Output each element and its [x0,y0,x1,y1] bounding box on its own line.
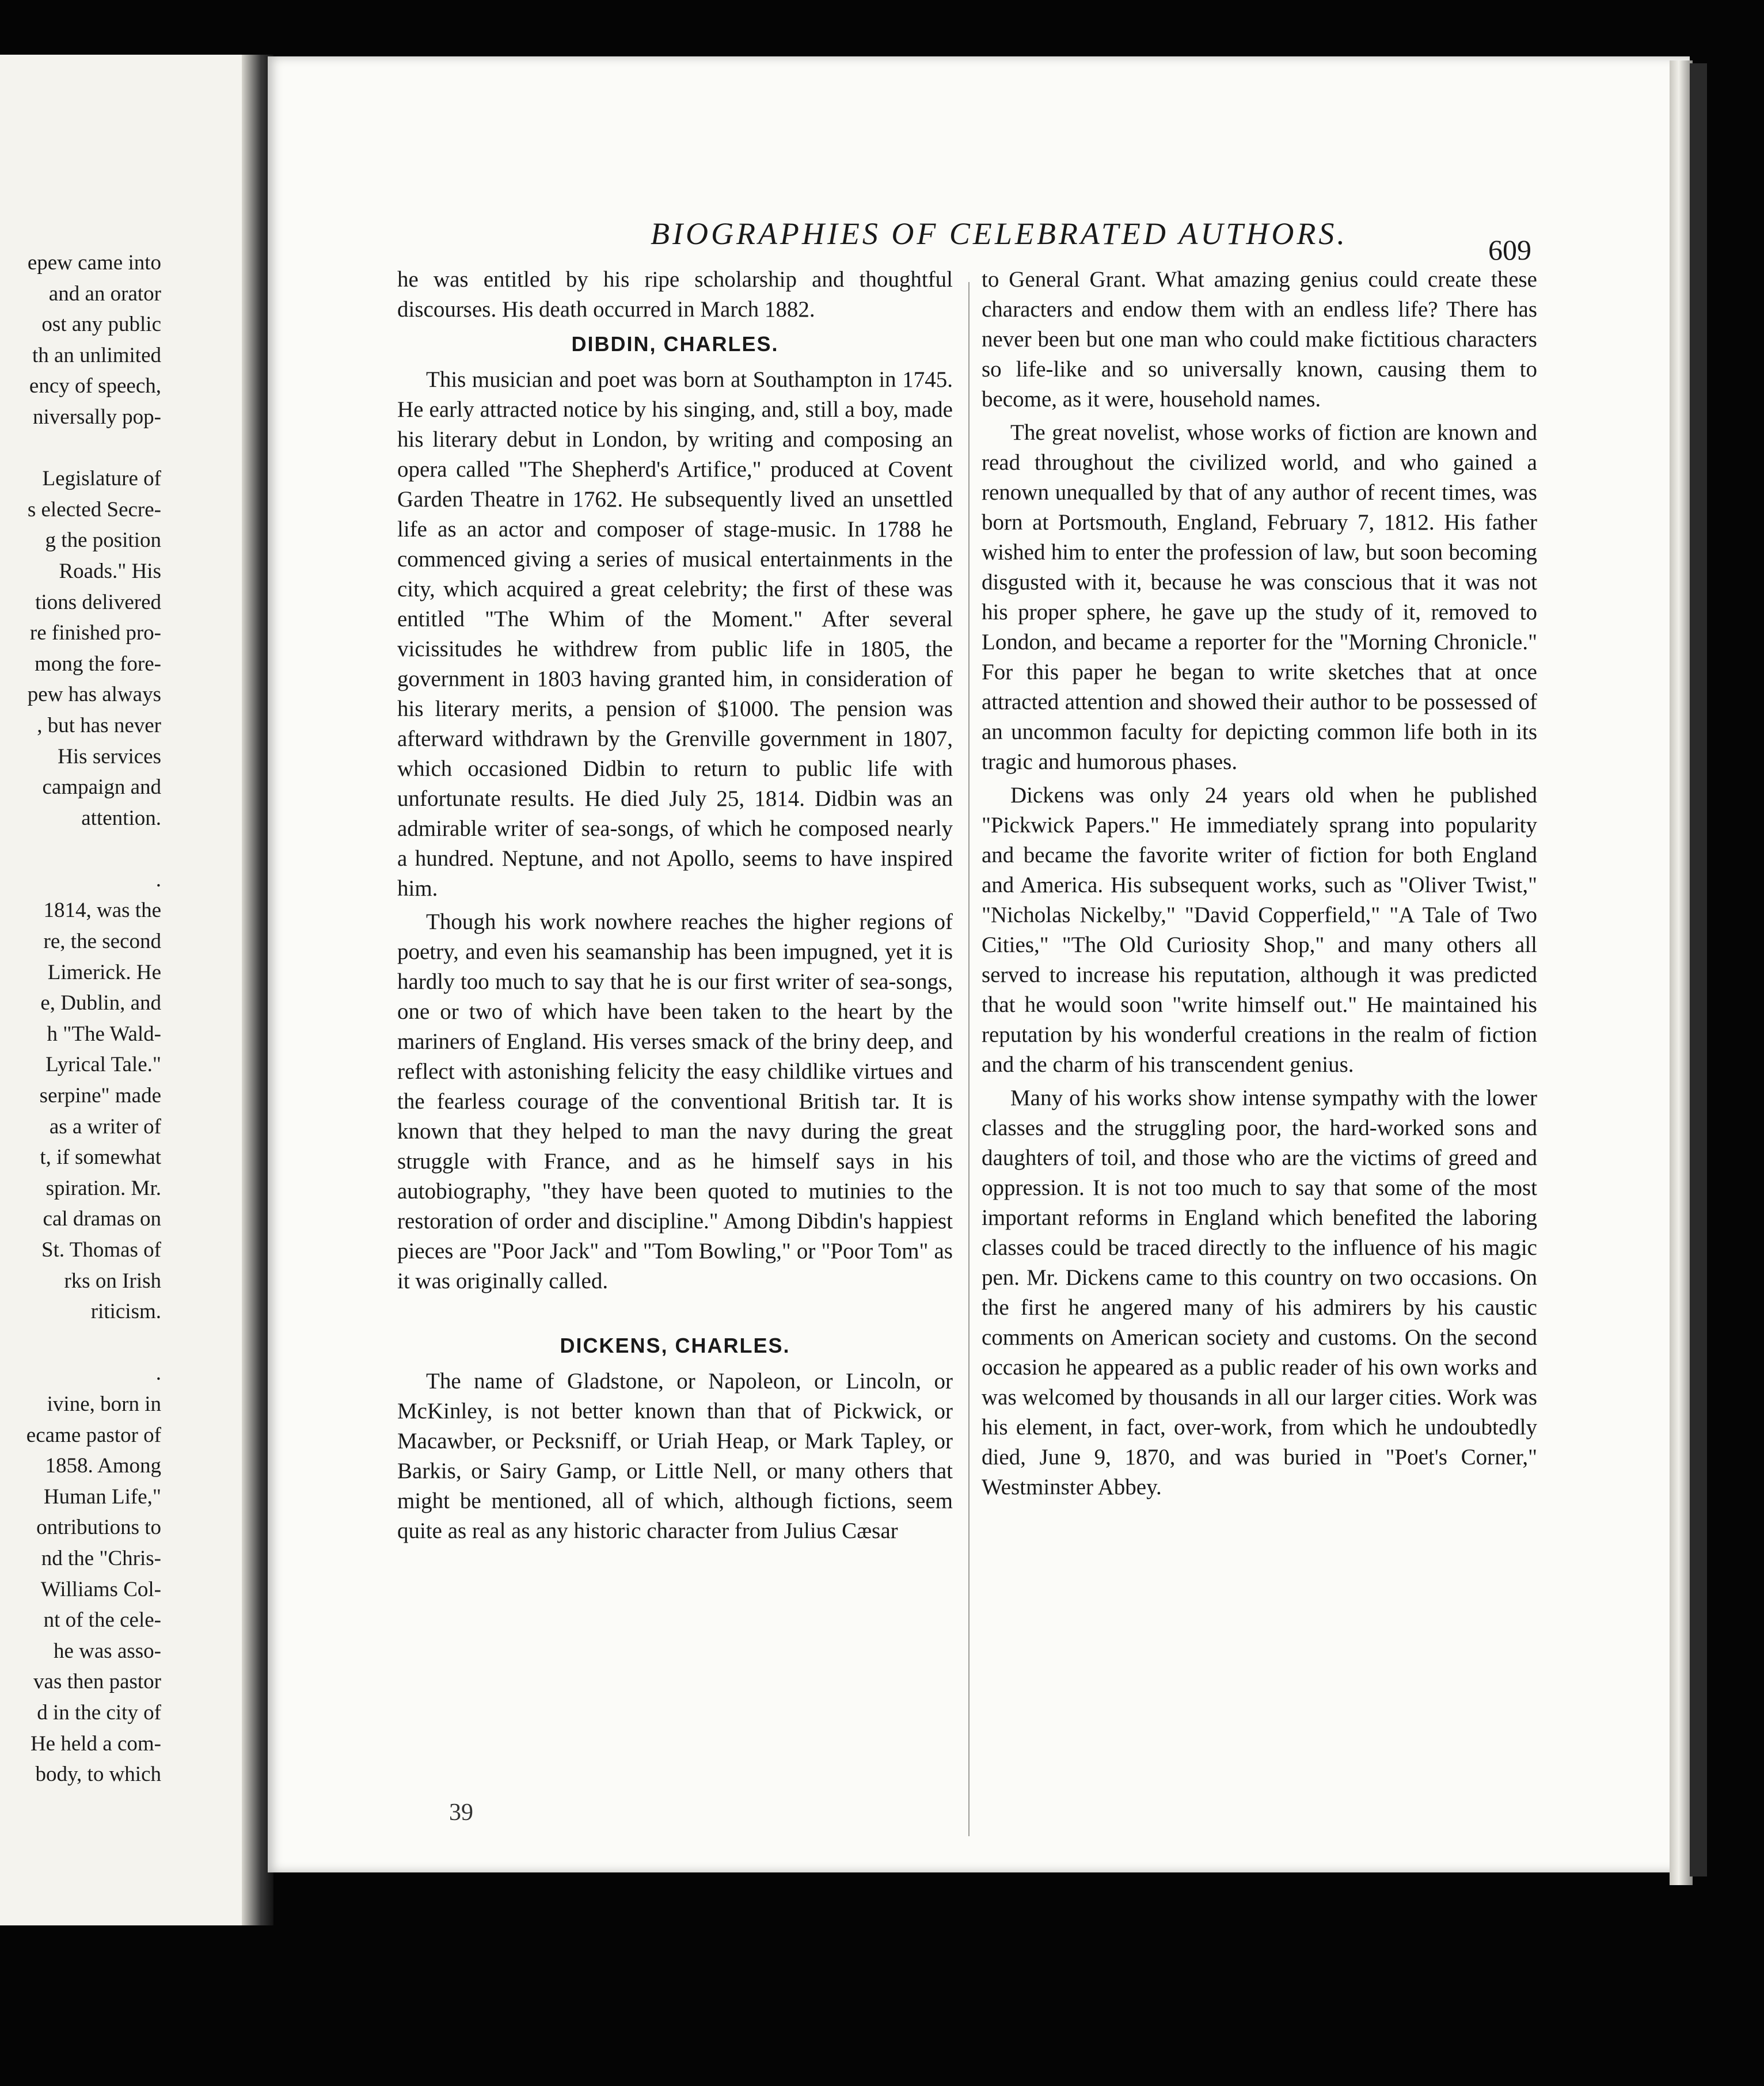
left-page-line: St. Thomas of [41,1238,161,1262]
paragraph-dibdin-2: Though his work nowhere reaches the higher regions of poetry, and even his seamanship has been impugned, yet it is hardly too much to say that he is our first writer of sea-songs, one or two of which have been taken to the heart by the mariners of England. His verses smack of the briny deep, and reflect with astonishing felicity the easy childlike virtues and the fearless courage of the conventional British tar. It is known that they helped to man the navy during the great struggle with France, and as he himself says in his autobiography, "they have been quoted to mutinies to the restoration of order and discipline." Among Dibdin's happiest pieces are "Poor Jack" and "Tom Bowling," or "Poor Tom" as it was originally called. [397,909,953,1293]
left-page-line: cal dramas on [43,1207,161,1231]
left-page-line: 1814, was the [43,899,161,923]
left-page-line: Limerick. He [47,960,161,984]
book-cover-edge [1690,63,1707,1876]
paragraph-dickens-3: The great novelist, whose works of fiction are known and read throughout the civilized world, and who gained a renown unequalled by that of any author of recent times, was born at Portsmouth, England, February 7, 1812. His father wished him to enter the profession of law, but soon becoming disgusted with it, because he was conscious that it was not his proper sphere, he gave up the study of it, removed to London, and became a reporter for the "Morning Chronicle." For this paper he began to write sketches that at once attracted attention and showed their author to be possessed of an uncommon faculty for depicting common life both in its tragic and humorous phases. [982,420,1537,774]
left-page-line: Legislature of [42,467,161,491]
left-page-line: d in the city of [37,1700,161,1725]
left-page-line: t, if somewhat [40,1145,161,1170]
left-page-line: re, the second [43,930,161,954]
left-page-line: serpine" made [39,1084,161,1108]
left-page-blank-line [0,433,161,464]
left-page-line: as a writer of [49,1114,161,1139]
running-head: BIOGRAPHIES OF CELEBRATED AUTHORS. [651,216,1348,251]
left-page-line: pew has always [27,683,161,707]
left-page-line: His services [58,744,161,768]
paragraph-dickens-5: Many of his works show intense sympathy with the lower classes and the struggling poor, the hard-worked sons and daughters of toil, and those who are the victims of greed and oppression. It is not too much to say that some of the most important reforms in England which benefited the laboring classes could be traced directly to the influence of his magic pen. Mr. Dickens came to this country on two occasions. On the first he angered many of his admirers by his caustic comments on American society and customs. On the second occasion he appeared as a public reader of his own works and was welcomed by thousands in all our larger cities. Work was his element, in fact, over-work, from which he undoubtedly died, June 9, 1870, and was buried in "Poet's Corner," Westminster Abbey. [982,1086,1537,1499]
left-page-line: vas then pastor [33,1670,161,1694]
left-page-line: g the position [45,528,161,553]
left-page-line: campaign and [42,775,161,800]
left-page-line: mong the fore- [35,652,161,676]
page-edge [1670,60,1693,1885]
left-page-line: and an orator [48,281,161,306]
paragraph-intro: he was entitled by his ripe scholarship and thoughtful discourses. His death occurred in March 1882. [397,267,953,322]
left-page-line: epew came into [27,251,161,275]
left-page-line: ecame pastor of [26,1423,161,1447]
text-column-right [982,265,1537,1506]
left-page-blank-line [0,1327,161,1358]
left-page-line: ency of speech, [29,374,161,398]
left-page-line: , but has never [37,713,161,737]
heading-dickens: DICKENS, CHARLES. [560,1334,790,1357]
left-page-line: He held a com- [30,1731,161,1756]
left-page-line: Lyrical Tale." [45,1053,161,1077]
left-page-line: body, to which [35,1763,161,1787]
left-page-line: h "The Wald- [47,1022,161,1046]
left-page-line: tions delivered [35,590,161,614]
text-column-left [397,265,953,1550]
paragraph-dibdin-1: This musician and poet was born at Southampton in 1745. He early attracted notice by his singing, and, still a boy, made his literary debut in London, by writing and composing an opera called "The Shepherd's Artifice," produced at Covent Garden Theatre in 1762. He subsequently lived an unsettled life as an actor and composer of stage-music. In 1788 he commenced giving a series of musical entertainments in the city, which acquired a great celebrity; the first of these was entitled "The Whim of the Moment." After several vicissitudes he withdrew from public life in 1805, the government in 1803 having granted him, in consideration of his literary merits, a pension of $1000. The pension was afterward withdrawn by the Grenville government in 1807, which occasioned Didbin to return to public life with unfortunate results. He died July 25, 1814. Didbin was an admirable writer of sea-songs, of which he composed nearly a hundred. Neptune, and not Apollo, seems to have inspired him. [397,367,953,901]
left-page-line: he was asso- [53,1639,161,1663]
heading-dibdin: DIBDIN, CHARLES. [571,332,779,356]
left-page-line: . [155,867,161,892]
paragraph-dickens-1: The name of Gladstone, or Napoleon, or Lincoln, or McKinley, is not better known than that of Pickwick, or Macawber, or Pecksniff, or Uriah Heap, or Mark Tapley, or Barkis, or Sairy Gamp, or Little Nell, or many others that might be mentioned, all of which, although fictions, seem quite as real as any historic character from Julius Cæsar [397,1369,953,1543]
left-page-line: spiration. Mr. [45,1176,161,1200]
left-page-line: th an unlimited [32,343,161,367]
left-page-line: niversally pop- [33,405,161,429]
signature-mark: 39 [449,1799,473,1826]
left-page-line: ost any public [41,313,161,337]
left-page-line: ivine, born in [47,1392,161,1416]
column-divider [968,282,970,1836]
left-page-line: nd the "Chris- [41,1546,161,1570]
left-page-line: s elected Secre- [27,497,161,522]
left-page-line: Roads." His [59,559,161,583]
left-page-line: Human Life," [43,1484,161,1509]
left-page-text [0,248,161,1790]
left-page-line: attention. [81,806,161,830]
left-page-line: . [155,1361,161,1385]
left-page-line: re finished pro- [29,621,161,645]
left-page-line: Williams Col- [40,1577,161,1601]
left-page-line: e, Dublin, and [40,991,161,1015]
page-number: 609 [1488,234,1531,266]
paragraph-dickens-2: to General Grant. What amazing genius could create these characters and endow them with an endless life? There has never been but one man who could make fictitious characters so life-like and so universally known, causing them to become, as it were, household names. [982,267,1537,412]
left-page-line: nt of the cele- [43,1608,161,1632]
paragraph-dickens-4: Dickens was only 24 years old when he published "Pickwick Papers." He immediately sprang into popularity and became the favorite writer of fiction for both England and America. His subsequent works, such as "Oliver Twist," "Nicholas Nickelby," "David Copperfield," "A Tale of Two Cities," "The Old Curiosity Shop," and many others all served to increase his reputation, although it was predicted that he would soon "write himself out." He maintained his reputation by his wonderful creations in the realm of fiction and the charm of his transcendent genius. [982,783,1537,1077]
left-page-line: riticism. [90,1300,161,1324]
left-page-line: rks on Irish [64,1269,161,1293]
left-page-blank-line [0,833,161,865]
left-page-line: ontributions to [36,1516,161,1540]
left-page-line: 1858. Among [45,1454,161,1478]
